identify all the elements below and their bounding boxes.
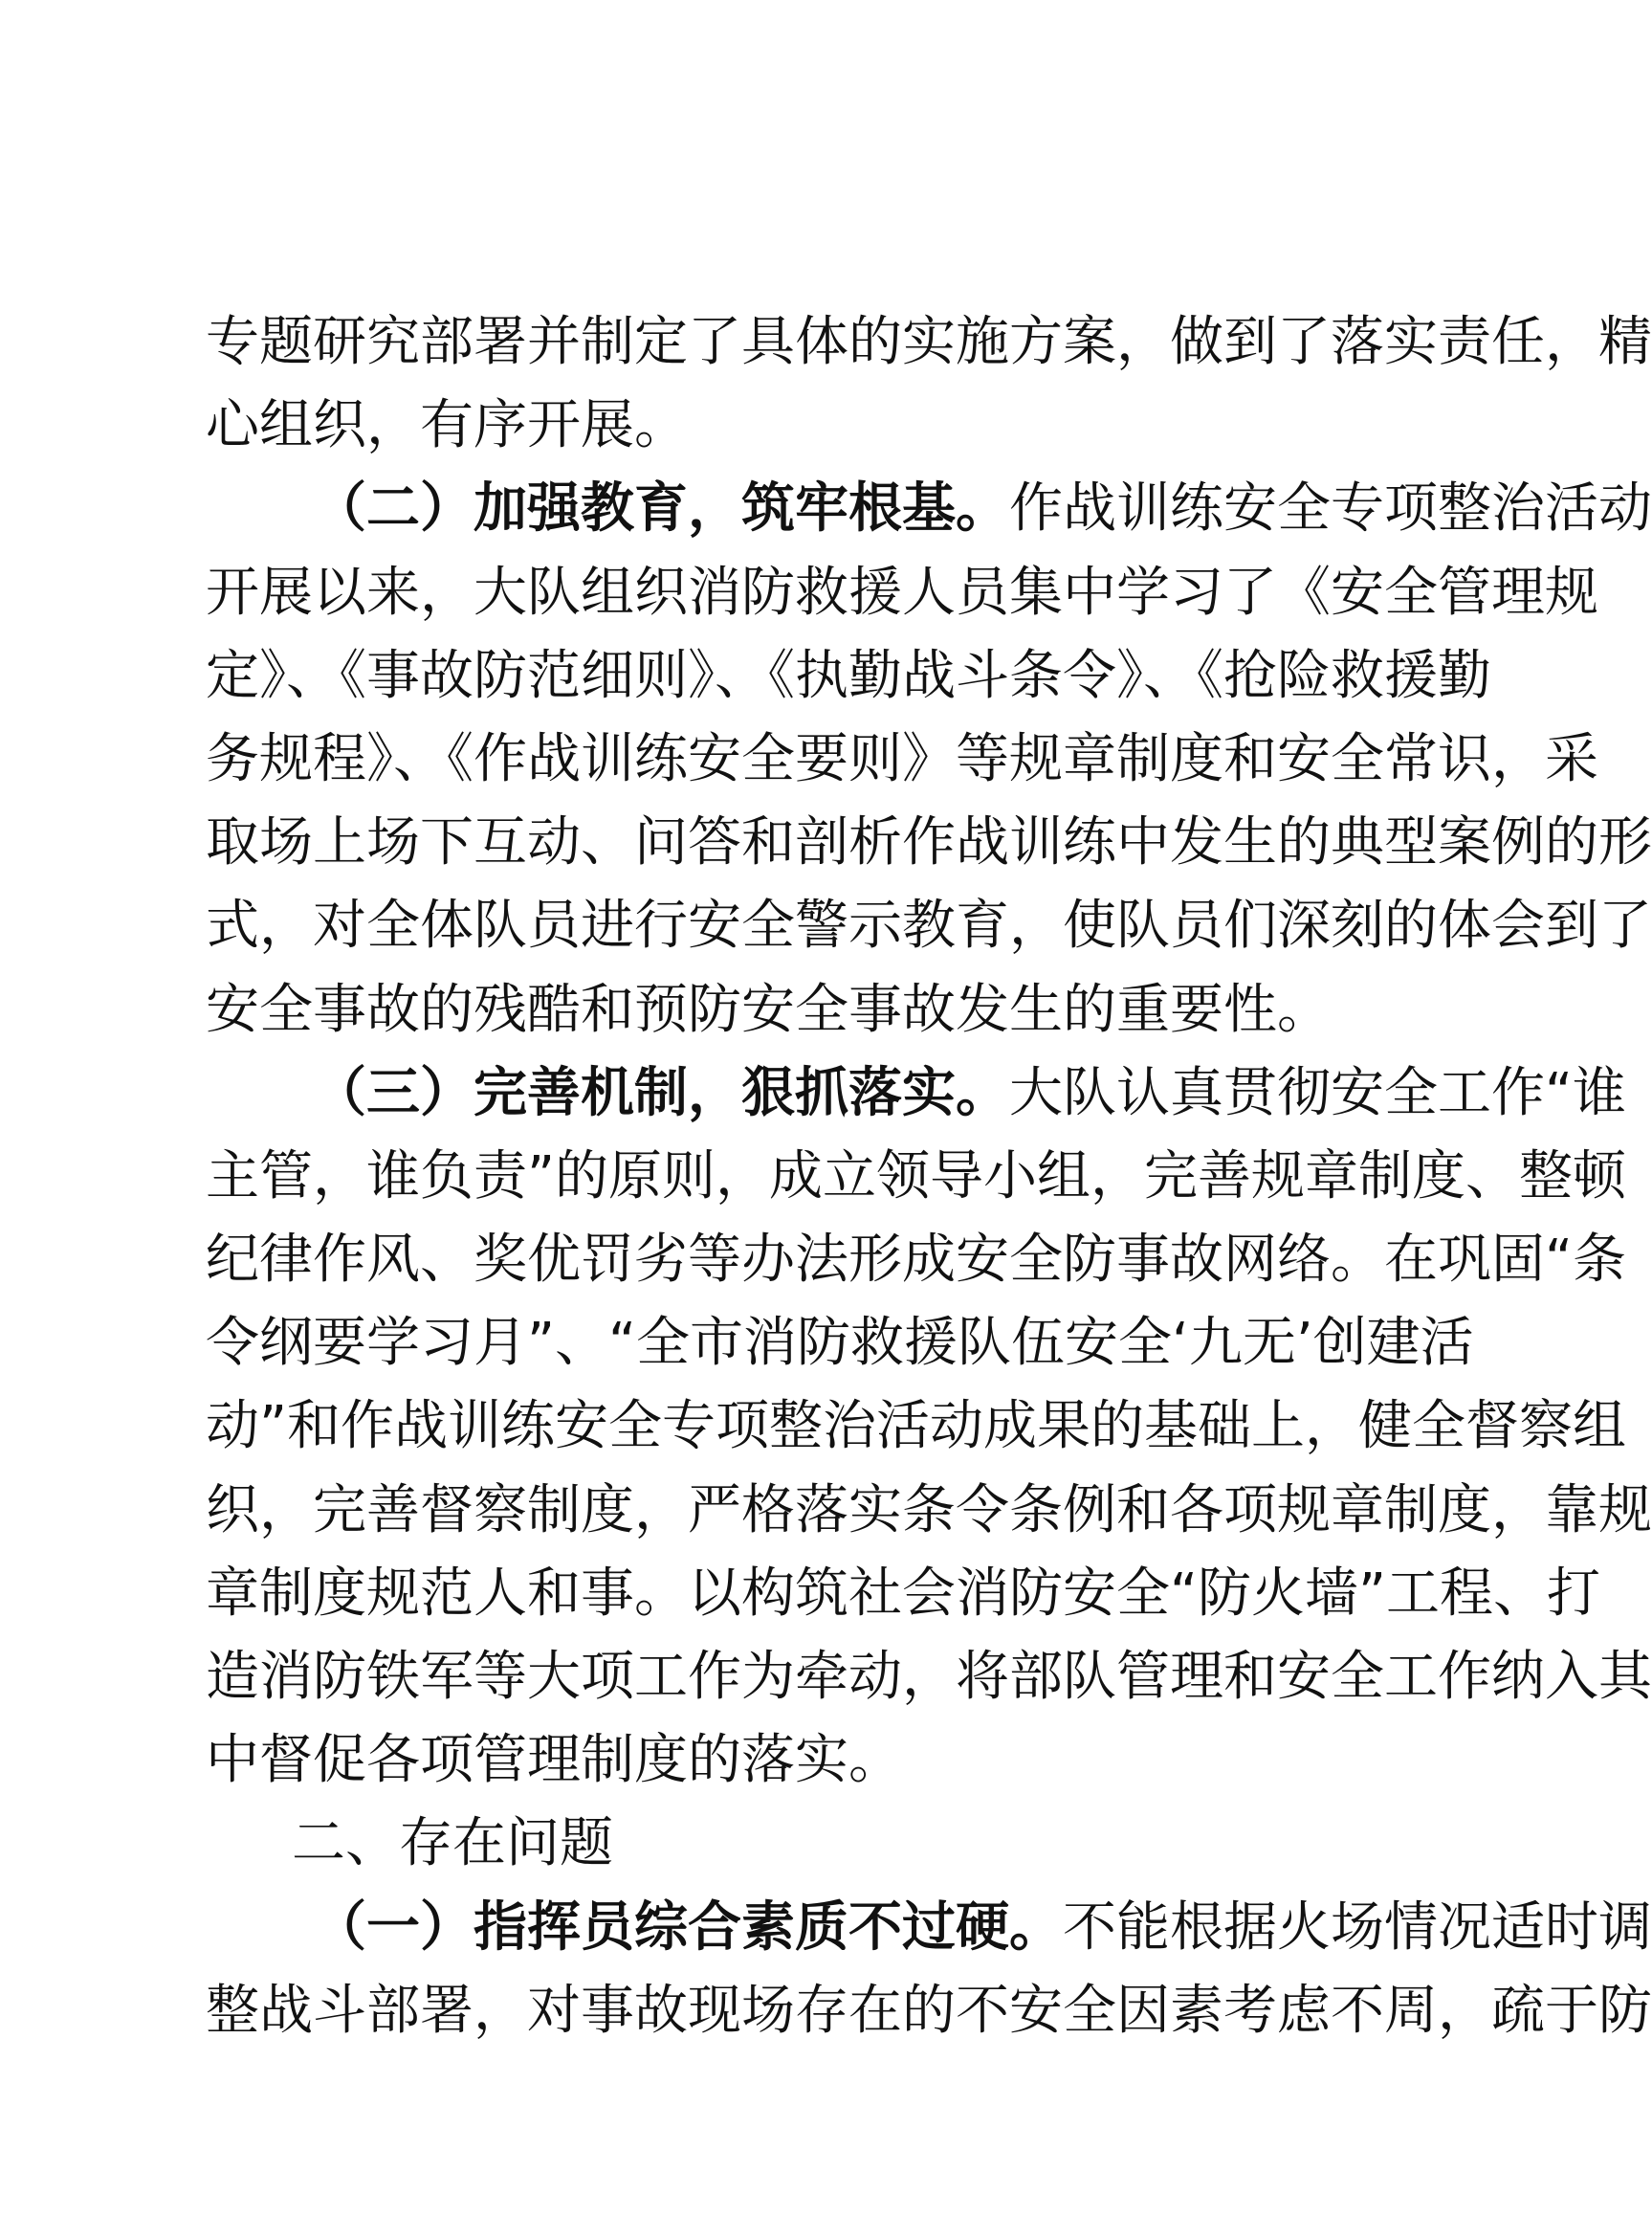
bold-heading: （一）指挥员综合素质不过硬。 (313, 1895, 1063, 1959)
paragraph-text: 作战训练安全专项整治活动 (1009, 477, 1652, 541)
paragraph-line: 整战斗部署，对事故现场存在的不安全因素考虑不周，疏于防 (206, 1979, 1652, 2042)
document-body (206, 300, 1652, 2052)
paragraph-line: 务规程》、《作战训练安全要则》等规章制度和安全常识，采 (206, 727, 1598, 790)
paragraph-line: 式，对全体队员进行安全警示教育，使队员们深刻的体会到了 (206, 895, 1652, 958)
paragraph-line: 取场上场下互动、问答和剖析作战训练中发生的典型案例的形 (206, 811, 1652, 875)
paragraph-line: 安全事故的残酷和预防安全事故发生的重要性。 (206, 978, 1331, 1041)
paragraph-line: 章制度规范人和事。以构筑社会消防安全“防火墙”工程、打 (206, 1562, 1601, 1625)
paragraph-text: 大队认真贯彻安全工作“谁 (1009, 1061, 1627, 1124)
paragraph-line: 令纲要学习月”、“全市消防救援队伍安全‘九无’创建活 (206, 1312, 1474, 1375)
section-heading-line (206, 1886, 1652, 1969)
section-heading-line (206, 467, 1652, 550)
paragraph-line: 造消防铁军等大项工作为牵动，将部队管理和安全工作纳入其 (206, 1646, 1652, 1708)
paragraph-line: 纪律作风、奖优罚劣等办法形成安全防事故网络。在巩固“条 (206, 1229, 1627, 1292)
section-heading-line (206, 1052, 1627, 1135)
paragraph-line: 主管，谁负责”的原则，成立领导小组，完善规章制度、整顿 (206, 1144, 1627, 1208)
paragraph-line: 动”和作战训练安全专项整治活动成果的基础上，健全督察组 (206, 1395, 1627, 1458)
paragraph-line: 专题研究部署并制定了具体的实施方案，做到了落实责任，精 (206, 311, 1652, 373)
paragraph-line: 心组织，有序开展。 (206, 394, 688, 457)
paragraph-line: 开展以来，大队组织消防救援人员集中学习了《安全管理规 (206, 561, 1598, 624)
section-title: 二、存在问题 (292, 1812, 613, 1875)
bold-heading: （三）完善机制，狠抓落实。 (313, 1061, 1009, 1124)
paragraph-text: 不能根据火场情况适时调 (1063, 1895, 1652, 1959)
bold-heading: （二）加强教育，筑牢根基。 (313, 477, 1009, 541)
paragraph-line: 中督促各项管理制度的落实。 (206, 1729, 902, 1792)
paragraph-line: 定》、《事故防范细则》、《执勤战斗条令》、《抢险救援勤 (206, 644, 1491, 707)
paragraph-line: 织，完善督察制度，严格落实条令条例和各项规章制度，靠规 (206, 1478, 1652, 1541)
